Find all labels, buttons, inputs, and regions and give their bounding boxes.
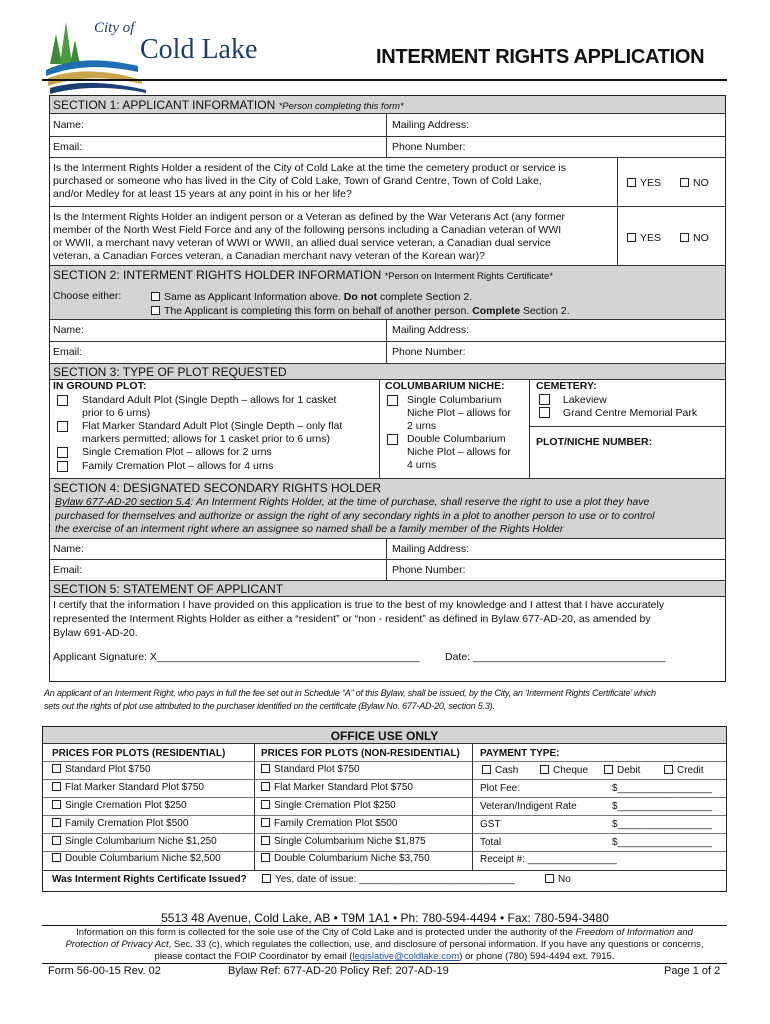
office-issued-yes[interactable]: Yes, date of issue: ____________________________ [258, 874, 515, 886]
footer-foip: Information on this form is collected for the sole use of the City of Cold Lake and is protected under the authority of the Freedom of Information and Protection of Privacy Act, Sec. 33 (c), which regulates the collection, use, and disclosure of personal information. If you have any questions or concerns, please contact the FOIP Coordinator by email (legislative@coldlake.com) or phone (780) 594-4494 ext. 7915. [65, 927, 704, 962]
office-pay-header: PAYMENT TYPE: [480, 748, 560, 759]
office-nonres-option[interactable]: Standard Plot $750 [257, 764, 360, 776]
s4-bylaw-text: Bylaw 677-AD-20 section 5.4: An Interment Rights Holder, at the time of purchase, shall reserve the right to use a plot they have purchased for themselves and authorize or assign the right of any secondary rights in a plot to another person to use or to control the exercise of an interment right where an assignee so named shall be a family member of the Rights Holder [55, 496, 655, 535]
office-res-option[interactable]: Double Columbarium Niche $2,500 [48, 853, 221, 865]
title-rule [42, 79, 727, 81]
section1-title: SECTION 1: APPLICANT INFORMATION [53, 98, 276, 112]
checkbox-icon [151, 306, 160, 315]
s1-q1-no[interactable]: NO [677, 177, 709, 190]
s3-columbarium-single[interactable]: Single Columbarium Niche Plot – allows for 2 urns [382, 394, 527, 433]
office-issued-label: Was Interment Rights Certificate Issued? [52, 874, 247, 885]
section5-title: SECTION 5: STATEMENT OF APPLICANT [53, 582, 284, 596]
office-pay-row-value[interactable]: $_________________ [612, 783, 713, 794]
office-title-bar [43, 727, 726, 744]
office-pay-row-value[interactable]: $_________________ [612, 819, 713, 830]
office-pay-cheque[interactable]: Cheque [536, 765, 588, 777]
s3-cemetery-title: CEMETERY: [536, 380, 597, 392]
s3-inground-flat-marker[interactable]: Flat Marker Standard Adult Plot (Single Depth – only flat markers permitted; allows for 1 casket prior to 6 urns) [55, 420, 375, 446]
office-nonres-option[interactable]: Family Cremation Plot $500 [257, 818, 397, 830]
s3-inground-title: IN GROUND PLOT: [53, 380, 147, 392]
s2-choose-label: Choose either: [53, 290, 122, 302]
s4-name-label: Name: [53, 543, 84, 555]
s1-email-label: Email: [53, 141, 83, 153]
office-nonres-option[interactable]: Flat Marker Standard Plot $750 [257, 782, 413, 794]
checkbox-icon [57, 461, 68, 472]
checkbox-icon [261, 782, 270, 791]
checkbox-icon [627, 233, 636, 242]
section3-header [50, 364, 725, 380]
s1-q1-line1: Is the Interment Rights Holder a resident of the City of Cold Lake at the time the cemetery product or service is [53, 162, 566, 174]
footer-bylaw-ref: Bylaw Ref: 677-AD-20 Policy Ref: 207-AD-19 [228, 965, 449, 977]
office-res-option[interactable]: Single Columbarium Niche $1,250 [48, 836, 217, 848]
section4-title: SECTION 4: DESIGNATED SECONDARY RIGHTS HOLDER [53, 481, 382, 495]
office-pay-row-label: Plot Fee: [480, 783, 521, 794]
checkbox-icon [540, 765, 549, 774]
s2-name-label: Name: [53, 324, 84, 336]
section3-title: SECTION 3: TYPE OF PLOT REQUESTED [53, 365, 287, 379]
office-issued-no[interactable]: No [541, 874, 571, 886]
office-pay-row-value[interactable]: $_________________ [612, 801, 713, 812]
s1-q2-line2: member of the North West Field Force and any of the following persons including a Canadian veteran of WWI [53, 224, 562, 236]
checkbox-icon [664, 765, 673, 774]
s2-option-behalf[interactable]: The Applicant is completing this form on behalf of another person. Complete Section 2. [148, 305, 570, 318]
s1-q2-line3: or WWII, a merchant navy veteran of WWI or WWII, an allied dual service veteran, a Canadian dual service [53, 237, 551, 249]
s1-name-label: Name: [53, 119, 84, 131]
s1-q1-line3: and/or Medley for at least 15 years at any point in his or her life? [53, 188, 352, 200]
s1-mailing-label: Mailing Address: [392, 119, 470, 131]
office-pay-row-label: Total [480, 837, 502, 848]
office-nonres-option[interactable]: Single Columbarium Niche $1,875 [257, 836, 426, 848]
office-pay-debit[interactable]: Debit [600, 765, 640, 777]
office-receipt-field[interactable]: Receipt #: ________________ [480, 854, 617, 865]
s1-q2-no[interactable]: NO [677, 232, 709, 245]
s1-phone-label: Phone Number: [392, 141, 466, 153]
s2-phone-label: Phone Number: [392, 346, 466, 358]
office-nonres-option[interactable]: Double Columbarium Niche $3,750 [257, 853, 430, 865]
s5-statement: I certify that the information I have provided on this application is true to the best of my knowledge and I attest that I have accurately represented the Interment Rights Holder as either a “resident” or “non - resident” as defined in Bylaw 677-AD-20, as amended by Bylaw 691-AD-20. [53, 599, 665, 639]
s3-cemetery-grand-centre[interactable]: Grand Centre Memorial Park [536, 407, 697, 420]
s2-email-label: Email: [53, 346, 83, 358]
office-nonres-option[interactable]: Single Cremation Plot $250 [257, 800, 396, 812]
checkbox-icon [261, 764, 270, 773]
s2-mailing-label: Mailing Address: [392, 324, 470, 336]
s5-signature-field[interactable]: Applicant Signature: X_____________________________________________ [53, 651, 420, 663]
checkbox-icon [52, 836, 61, 845]
office-pay-row-label: Veteran/Indigent Rate [480, 801, 577, 812]
s3-columbarium-title: COLUMBARIUM NICHE: [385, 380, 505, 392]
s3-inground-family-cremation[interactable]: Family Cremation Plot – allows for 4 urns [55, 460, 375, 473]
checkbox-icon [680, 178, 689, 187]
checkbox-icon [627, 178, 636, 187]
checkbox-icon [261, 853, 270, 862]
office-pay-row-label: GST [480, 819, 501, 830]
logo-city-of: City of [94, 20, 135, 36]
office-res-option[interactable]: Standard Plot $750 [48, 764, 151, 776]
section2-note: *Person on Interment Rights Certificate* [384, 271, 554, 282]
footer-address: 5513 48 Avenue, Cold Lake, AB • T9M 1A1 • Ph: 780-594-4494 • Fax: 780-594-3480 [161, 911, 609, 925]
checkbox-icon [539, 394, 550, 405]
s4-phone-label: Phone Number: [392, 564, 466, 576]
s1-q2-line1: Is the Interment Rights Holder an indigent person or a Veteran as defined by the War Veterans Act (any former [53, 211, 566, 223]
checkbox-icon [545, 874, 554, 883]
checkbox-icon [151, 292, 160, 301]
s1-q2-yes[interactable]: YES [624, 232, 661, 245]
checkbox-icon [52, 818, 61, 827]
section5-header [50, 581, 725, 597]
checkbox-icon [57, 421, 68, 432]
checkbox-icon [261, 836, 270, 845]
s4-email-label: Email: [53, 564, 83, 576]
checkbox-icon [539, 407, 550, 418]
s1-resident-question [50, 162, 615, 201]
office-pay-cash[interactable]: Cash [478, 765, 518, 777]
s3-columbarium-double[interactable]: Double Columbarium Niche Plot – allows for 4 urns [382, 433, 527, 472]
checkbox-icon [57, 395, 68, 406]
checkbox-icon [680, 233, 689, 242]
checkbox-icon [52, 800, 61, 809]
footer-form-number: Form 56-00-15 Rev. 02 [48, 965, 161, 977]
s4-mailing-label: Mailing Address: [392, 543, 470, 555]
logo-cold-lake: Cold Lake [140, 34, 258, 65]
footer-page-number: Page 1 of 2 [664, 965, 721, 977]
s3-inground-standard[interactable]: Standard Adult Plot (Single Depth – allows for 1 casket prior to 6 urns) [55, 394, 375, 420]
s5-date-field[interactable]: Date: _________________________________ [445, 651, 666, 663]
certificate-note: An applicant of an Interment Right, who pays in full the fee set out in Schedule “A” of this Bylaw, shall be issued, by the City, an ‘Interment Rights Certificate’ which sets out the rights of plot use attributed to the purchaser identified on the certificate (Bylaw No. 677-AD-20, section 5.3). [44, 688, 656, 711]
s1-q1-yes[interactable]: YES [624, 177, 661, 190]
checkbox-icon [604, 765, 613, 774]
city-logo [42, 14, 282, 94]
checkbox-icon [52, 853, 61, 862]
checkbox-icon [261, 818, 270, 827]
checkbox-icon [57, 447, 68, 458]
office-title: OFFICE USE ONLY [330, 729, 439, 743]
section2-title: SECTION 2: INTERMENT RIGHTS HOLDER INFORMATION [53, 268, 382, 282]
checkbox-icon [387, 434, 398, 445]
office-res-header: PRICES FOR PLOTS (RESIDENTIAL) [52, 748, 226, 759]
s1-q2-line4: veteran, a Canadian Forces veteran, a Canadian merchant navy veteran of the Korean war)? [53, 250, 485, 262]
checkbox-icon [52, 764, 61, 773]
office-res-option[interactable]: Single Cremation Plot $250 [48, 800, 187, 812]
s1-veteran-question [50, 211, 615, 263]
office-pay-credit[interactable]: Credit [660, 765, 704, 777]
s1-q1-line2: purchased or someone who has lived in the City of Cold Lake, Town of Grand Centre, Town of Cold Lake, [53, 175, 542, 187]
checkbox-icon [52, 782, 61, 791]
checkbox-icon [387, 395, 398, 406]
checkbox-icon [262, 874, 271, 883]
foip-email-link[interactable]: legislative@coldlake.com [352, 951, 460, 962]
s3-plot-number-label: PLOT/NICHE NUMBER: [536, 436, 653, 448]
office-nonres-header: PRICES FOR PLOTS (NON-RESIDENTIAL) [261, 748, 460, 759]
s2-option-same[interactable]: Same as Applicant Information above. Do not complete Section 2. [148, 291, 472, 304]
s3-cemetery-lakeview[interactable]: Lakeview [536, 394, 607, 407]
checkbox-icon [261, 800, 270, 809]
office-pay-row-value[interactable]: $_________________ [612, 837, 713, 848]
office-res-option[interactable]: Family Cremation Plot $500 [48, 818, 188, 830]
office-res-option[interactable]: Flat Marker Standard Plot $750 [48, 782, 204, 794]
checkbox-icon [482, 765, 491, 774]
section1-header [50, 96, 725, 114]
section1-note: *Person completing this form* [278, 101, 404, 112]
form-title: INTERMENT RIGHTS APPLICATION [376, 46, 705, 68]
s3-inground-single-cremation[interactable]: Single Cremation Plot – allows for 2 urns [55, 446, 375, 459]
